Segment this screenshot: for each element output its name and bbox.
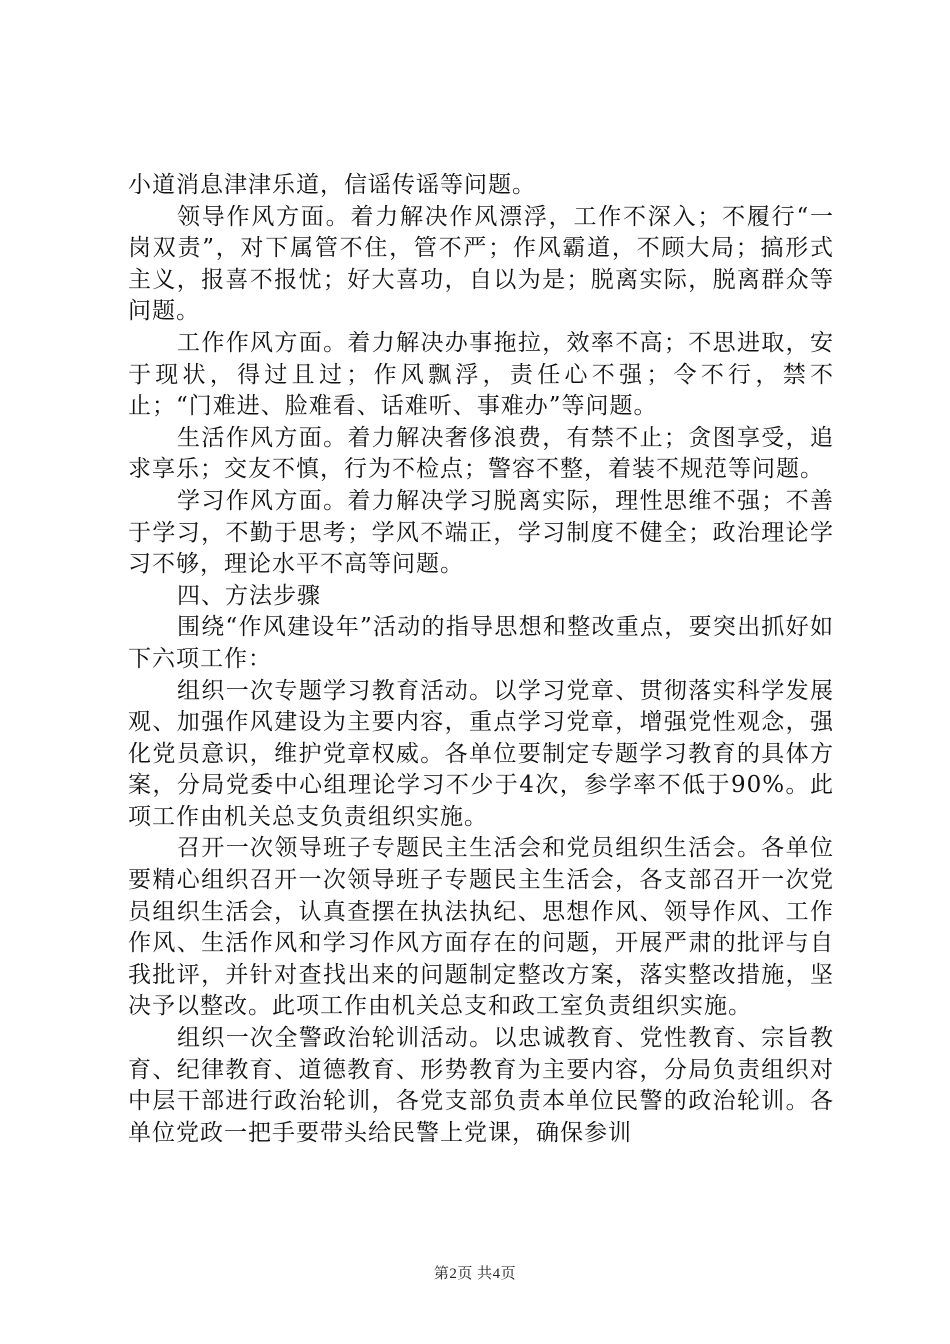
paragraph-study-style: 学习作风方面。着力解决学习脱离实际，理性思维不强；不善于学习，不勤于思考；学风不端正，学习制度不健全；政治理论学习不够，理论水平不高等问题。 [128,487,834,578]
page-number-label: 第2页 共4页 [433,1266,517,1282]
paragraph-task-study-education: 组织一次专题学习教育活动。以学习党章、贯彻落实科学发展观、加强作风建设为主要内容，重点学习党章，增强党性观念，强化党员意识，维护党章权威。各单位要制定专题学习教育的具体方案，分局党委中心组理论学习不少于4次，参学率不低于90%。此项工作由机关总支负责组织实施。 [128,677,834,830]
paragraph-work-style: 工作作风方面。着力解决办事拖拉，效率不高；不思进取，安于现状，得过且过；作风飘浮，责任心不强；令不行，禁不止；“门难进、脸难看、话难听、事难办”等问题。 [128,329,834,420]
page-footer [0,1262,950,1283]
section-heading-methods: 四、方法步骤 [177,582,321,609]
body-text [128,170,834,1149]
paragraph-task-democratic-meeting: 召开一次领导班子专题民主生活会和党员组织生活会。各单位要精心组织召开一次领导班子专题民主生活会，各支部召开一次党员组织生活会，认真查摆在执法执纪、思想作风、领导作风、工作作风、生活作风和学习作风方面存在的问题，开展严肃的批评与自我批评，并针对查找出来的问题制定整改方案，落实整改措施，坚决予以整改。此项工作由机关总支和政工室负责组织实施。 [128,835,834,1020]
paragraph-1: 小道消息津津乐道，信谣传谣等问题。 [128,172,536,198]
paragraph-life-style: 生活作风方面。着力解决奢侈浪费，有禁不止；贪图享受，追求享乐；交友不慎，行为不检点；警容不整，着装不规范等问题。 [128,424,834,483]
paragraph-intro-six-tasks: 围绕“作风建设年”活动的指导思想和整改重点，要突出抓好如下六项工作： [128,614,834,672]
paragraph-leadership-style: 领导作风方面。着力解决作风漂浮，工作不深入；不履行“一岗双责”，对下属管不住，管不严；作风霸道，不顾大局；搞形式主义，报喜不报忧；好大喜功，自以为是；脱离实际，脱离群众等问题。 [128,203,834,325]
paragraph-task-political-training: 组织一次全警政治轮训活动。以忠诚教育、党性教育、宗旨教育、纪律教育、道德教育、形势教育为主要内容，分局负责组织对中层干部进行政治轮训，各党支部负责本单位民警的政治轮训。各单位党政一把手要带头给民警上党课，确保参训 [128,1025,834,1146]
